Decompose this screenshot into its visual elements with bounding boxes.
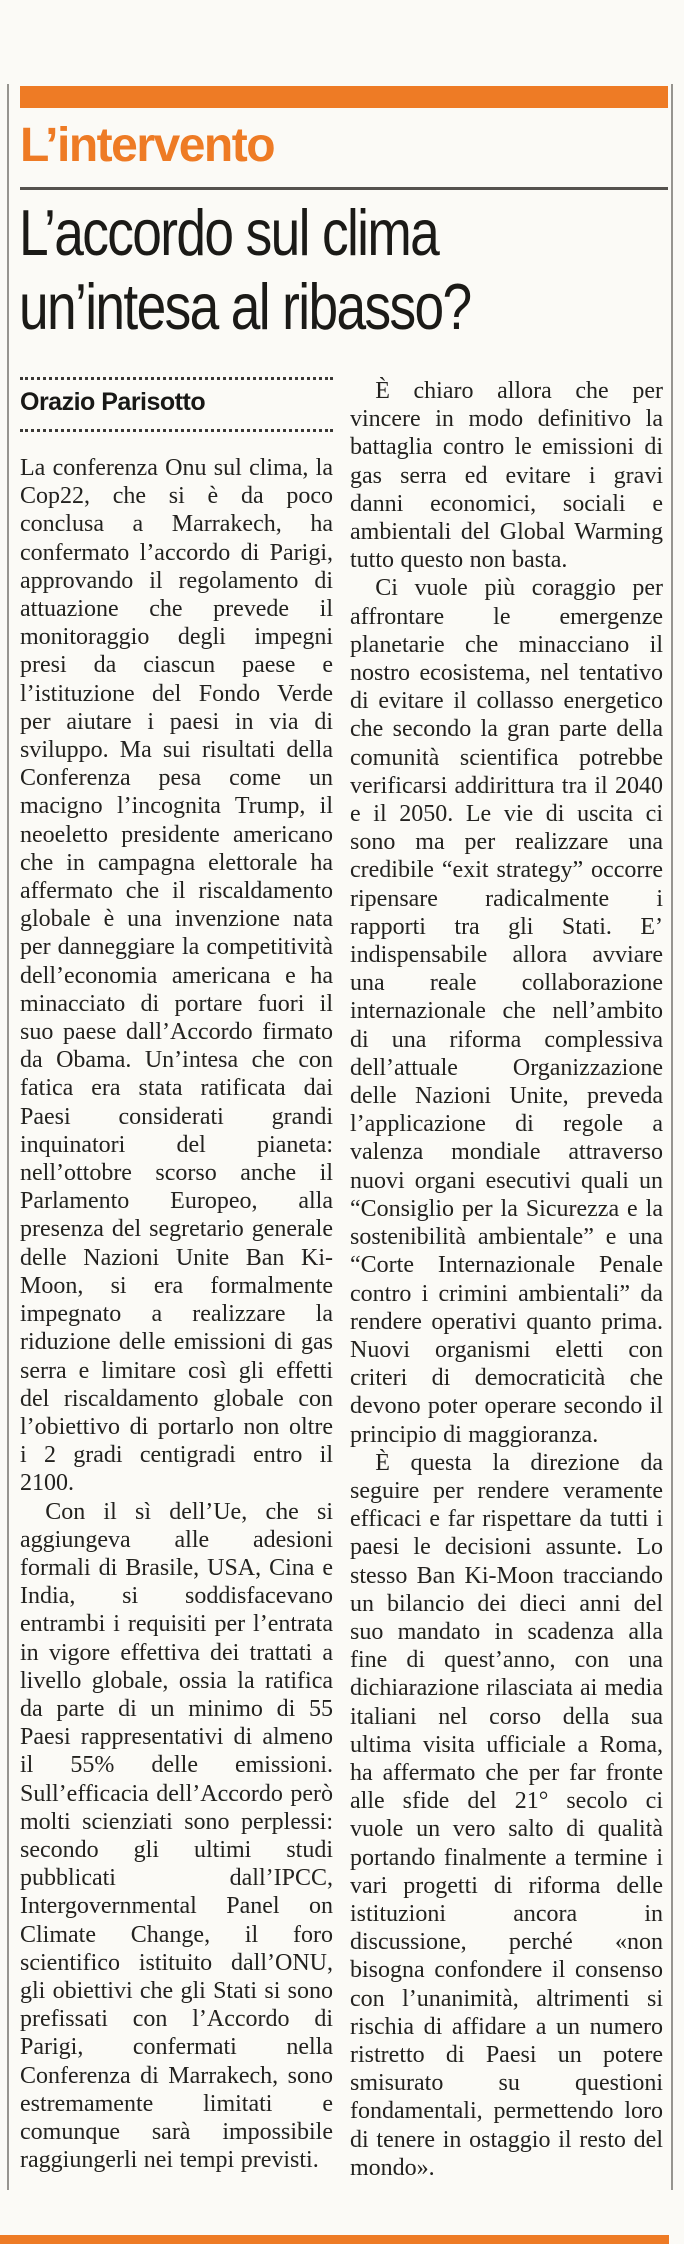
body-paragraph: Ci vuole più coraggio per affrontare le emergenze planetarie che minacciano il nostro ecosistema, nel tentativo di evitare il collasso energetico che secondo la gran parte della comunità scientifica potrebbe verificarsi addirittura tra il 2040 e il 2050. Le vie di uscita ci sono ma per realizzare una credibile “exit strategy” occorre ripensare radicalmente i rapporti tra gli Stati. E’ indispensabile allora avviare una reale collaborazione internazionale che nell’ambito di una riforma complessiva dell’attuale Organizzazione delle Nazioni Unite, preveda l’applicazione di regole a valenza mondiale attraverso nuovi organi esecutivi quali un “Consiglio per la Sicurezza e la sostenibilità ambientale” e una “Corte Internazionale Penale contro i crimini ambientali” da rendere operativi quanto prima. Nuovi organismi eletti con criteri di democraticità che devono poter operare secondo il principio di maggioranza.	[350, 575, 663, 1448]
article-column-right	[350, 377, 663, 2182]
headline	[19, 196, 570, 344]
body-paragraph: La conferenza Onu sul clima, la Cop22, che si è da poco conclusa a Marrakech, ha confermato l’accordo di Parigi, approvando il regolamento di attuazione che prevede il monitoraggio degli impegni presi da ciascun paese e l’istituzione del Fondo Verde per aiutare i paesi in via di sviluppo. Ma sui risultati della Conferenza pesa come un macigno l’incognita Trump, il neoeletto presidente americano che in campagna elettorale ha affermato che il riscaldamento globale è una invenzione nata per danneggiare la competitività dell’economia americana e ha minacciato di portare fuori il suo paese dall’Accordo firmato da Obama. Un’intesa che con fatica era stata ratificata dai Paesi considerati grandi inquinatori del pianeta: nell’ottobre scorso anche il Parlamento Europeo, alla presenza del segretario generale delle Nazioni Unite Ban Ki-Moon, si era formalmente impegnato a realizzare la riduzione delle emissioni di gas serra e limitare così gli effetti del riscaldamento globale con l’obiettivo di portarlo non oltre i 2 gradi centigradi entro il 2100.	[20, 455, 333, 1497]
article-body	[20, 377, 663, 2182]
bottom-accent-bar	[0, 2235, 669, 2244]
headline-line-2: un’intesa al ribasso?	[19, 270, 471, 343]
byline: Orazio Parisotto	[20, 377, 333, 432]
frame-rule-right	[671, 84, 673, 2190]
body-paragraph: Con il sì dell’Ue, che si aggiungeva alle adesioni formali di Brasile, USA, Cina e India, si soddisfacevano entrambi i requisiti per l’entrata in vigore effettiva dei trattati a livello globale, ossia la ratifica da parte di un minimo di 55 Paesi rappresentativi di almeno il 55% delle emissioni. Sull’efficacia dell’Accordo però molti scienziati sono perplessi: secondo gli ultimi studi pubblicati dall’IPCC, Intergovernmental Panel on Climate Change, il foro scientifico istituito dall’ONU, gli obiettivi che gli Stati si sono prefissati con l’Accordo di Parigi, confermati nella Conferenza di Marrakech, sono estremamente limitati e comunque sarà impossibile raggiungerli nei tempi previsti.	[20, 1498, 333, 2174]
kicker: L’intervento	[20, 119, 275, 172]
frame-rule-left	[7, 84, 9, 2190]
right-column-text	[350, 377, 663, 2182]
article-column-left	[20, 377, 333, 2182]
left-column-text	[20, 454, 333, 2174]
top-accent-bar	[20, 86, 668, 108]
body-paragraph: È questa la direzione da seguire per rendere veramente efficaci e far rispettare da tutti i paesi le decisioni assunte. Lo stesso Ban Ki-Moon tracciando un bilancio dei dieci anni del suo mandato in scadenza alla fine di quest’anno, con una dichiarazione rilasciata ai media italiani nel corso della sua ultima visita ufficiale a Roma, ha affermato che per far fronte alle sfide del 21° secolo ci vuole un vero salto di qualità portando finalmente a termine i vari progetti di riforma delle istituzioni ancora in discussione, perché «non bisogna confondere il consenso con l’unanimità, altrimenti si rischia di affidare a un numero ristretto di Paesi un potere smisurato su questioni fondamentali, permettendo loro di tenere in ostaggio il resto del mondo».	[350, 1449, 663, 2181]
body-paragraph: È chiaro allora che per vincere in modo definitivo la battaglia contro le emissioni di gas serra ed evitare i gravi danni economici, sociali e ambientali del Global Warming tutto questo non basta.	[350, 378, 663, 574]
headline-line-1: L’accordo sul clima	[19, 196, 439, 269]
kicker-rule	[20, 187, 668, 190]
